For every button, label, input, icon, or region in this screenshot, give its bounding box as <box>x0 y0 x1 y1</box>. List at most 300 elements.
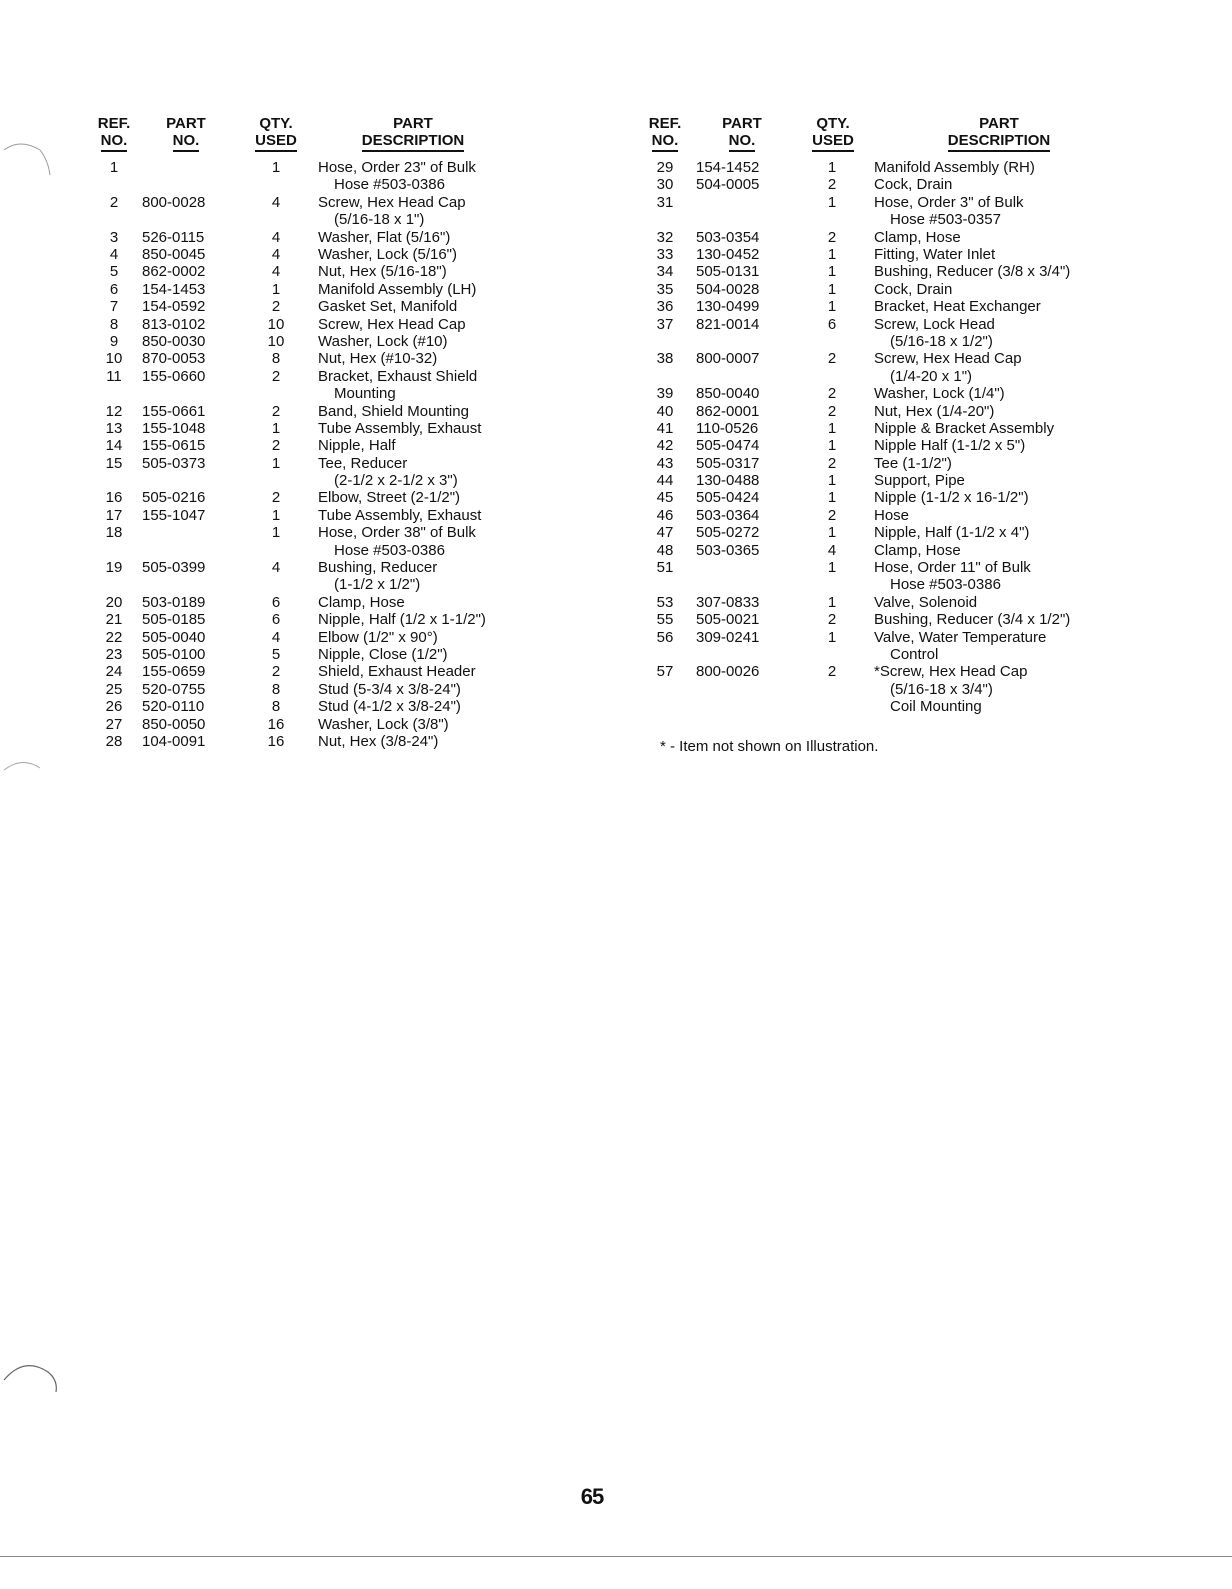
table-row <box>80 611 540 628</box>
table-row <box>80 159 540 194</box>
part-no-cell: 155-0660 <box>142 367 206 385</box>
description-line: Hose <box>874 506 910 524</box>
part-description-cell <box>874 489 1029 506</box>
header-part-description <box>318 115 508 152</box>
ref-no-cell: 9 <box>109 332 119 350</box>
table-row <box>640 629 1120 664</box>
table-row <box>80 246 540 263</box>
part-no-cell: 155-0615 <box>142 437 206 455</box>
qty-used-cell: 1 <box>827 419 837 437</box>
part-no-cell: 813-0102 <box>142 315 206 333</box>
part-description-cell <box>318 159 476 194</box>
qty-used-cell: 1 <box>827 159 837 176</box>
table-row <box>640 263 1120 280</box>
table-row <box>80 594 540 611</box>
description-line: Nut, Hex (#10-32) <box>318 350 438 368</box>
part-description-cell <box>874 507 909 524</box>
table-row <box>80 681 540 698</box>
description-line: Nipple (1-1/2 x 16-1/2") <box>874 489 1029 507</box>
qty-used-cell: 1 <box>827 280 837 298</box>
part-description-cell <box>318 368 477 403</box>
table-row <box>80 489 540 506</box>
part-description-cell <box>874 281 952 298</box>
table-row <box>640 281 1120 298</box>
qty-used-cell: 2 <box>827 454 837 472</box>
description-line: (1-1/2 x 1/2") <box>334 576 421 594</box>
part-no-cell: 154-1452 <box>696 159 760 176</box>
part-description-cell <box>318 594 405 611</box>
ref-no-cell: 12 <box>105 402 123 420</box>
part-no-cell: 505-0424 <box>696 489 760 507</box>
part-no-cell: 800-0007 <box>696 350 760 368</box>
part-no-cell: 505-0373 <box>142 454 206 472</box>
part-description-cell <box>318 489 460 506</box>
description-line: Band, Shield Mounting <box>318 402 469 420</box>
table-row <box>640 542 1120 559</box>
qty-used-cell: 1 <box>827 489 837 507</box>
table-row <box>80 507 540 524</box>
ref-no-cell: 43 <box>656 454 674 472</box>
table-row <box>640 559 1120 594</box>
table-row <box>80 733 540 750</box>
ref-no-cell: 33 <box>656 245 674 263</box>
description-line: Nipple, Half <box>318 437 396 455</box>
part-no-cell: 155-1048 <box>142 419 206 437</box>
ref-no-cell: 48 <box>656 541 674 559</box>
qty-used-cell: 4 <box>271 559 281 577</box>
part-description-cell <box>318 420 481 437</box>
table-row <box>80 663 540 680</box>
description-line: Washer, Lock (#10) <box>318 332 448 350</box>
part-no-cell: 505-0399 <box>142 559 206 577</box>
part-description-cell <box>318 507 481 524</box>
part-description-cell <box>318 611 486 628</box>
bottom-rule-divider <box>0 1556 1232 1557</box>
ref-no-cell: 22 <box>105 628 123 646</box>
part-no-cell: 110-0526 <box>696 419 759 437</box>
description-line: Bushing, Reducer (3/4 x 1/2") <box>874 611 1071 629</box>
description-line: Nipple, Half (1-1/2 x 4") <box>874 524 1030 542</box>
description-line: Valve, Water Temperature <box>874 628 1047 646</box>
ref-no-cell: 28 <box>105 732 123 750</box>
table-row <box>80 437 540 454</box>
table-row <box>80 646 540 663</box>
qty-used-cell: 2 <box>827 611 837 629</box>
table-header <box>80 115 540 159</box>
qty-used-cell: 2 <box>827 176 837 194</box>
part-no-cell: 104-0091 <box>142 732 206 750</box>
part-no-cell: 154-0592 <box>142 298 206 316</box>
header-part-line2: NO. <box>173 132 200 152</box>
qty-used-cell: 5 <box>271 646 281 664</box>
part-description-cell <box>318 629 438 646</box>
description-line: Washer, Lock (1/4") <box>874 385 1005 403</box>
part-no-cell: 154-1453 <box>142 280 206 298</box>
table-row <box>80 403 540 420</box>
qty-used-cell: 4 <box>271 628 281 646</box>
part-description-cell <box>318 298 457 315</box>
ref-no-cell: 10 <box>105 350 123 368</box>
description-line: Screw, Hex Head Cap <box>318 315 466 333</box>
ref-no-cell: 40 <box>656 402 674 420</box>
description-line: Valve, Solenoid <box>874 593 978 611</box>
qty-used-cell: 2 <box>827 385 837 403</box>
part-no-cell: 505-0317 <box>696 454 760 472</box>
ref-no-cell: 35 <box>656 280 674 298</box>
table-row <box>80 524 540 559</box>
footnote: * - Item not shown on Illustration. <box>660 738 879 755</box>
table-row <box>80 263 540 280</box>
part-no-cell: 130-0452 <box>696 245 760 263</box>
ref-no-cell: 31 <box>656 193 674 211</box>
description-line: Screw, Hex Head Cap <box>874 350 1022 368</box>
table-row <box>640 229 1120 246</box>
part-description-cell <box>874 594 977 611</box>
table-row <box>640 489 1120 506</box>
header-qty-line2: USED <box>255 132 297 152</box>
qty-used-cell: 2 <box>271 298 281 316</box>
part-no-cell: 505-0272 <box>696 524 760 542</box>
part-no-cell: 309-0241 <box>696 628 760 646</box>
header-part-no <box>706 115 778 152</box>
part-no-cell: 307-0833 <box>696 593 760 611</box>
ref-no-cell: 39 <box>656 385 674 403</box>
description-line: Nut, Hex (5/16-18") <box>318 263 447 281</box>
ref-no-cell: 13 <box>105 419 123 437</box>
qty-used-cell: 1 <box>827 437 837 455</box>
description-line: Bushing, Reducer (3/8 x 3/4") <box>874 263 1071 281</box>
qty-used-cell: 1 <box>827 559 837 577</box>
ref-no-cell: 8 <box>109 315 119 333</box>
ref-no-cell: 30 <box>656 176 674 194</box>
header-part-line1: PART <box>722 115 762 132</box>
description-line: Control <box>890 646 939 664</box>
description-line: Tube Assembly, Exhaust <box>318 506 482 524</box>
table-row <box>80 316 540 333</box>
qty-used-cell: 4 <box>271 263 281 281</box>
description-line: Fitting, Water Inlet <box>874 245 996 263</box>
part-description-cell <box>318 194 466 229</box>
part-no-cell: 850-0045 <box>142 245 206 263</box>
qty-used-cell: 1 <box>271 280 281 298</box>
part-description-cell <box>874 455 952 472</box>
table-row <box>640 316 1120 351</box>
part-no-cell: 520-0110 <box>142 698 205 716</box>
description-line: Nipple, Half (1/2 x 1-1/2") <box>318 611 486 629</box>
table-row <box>80 281 540 298</box>
table-row <box>80 333 540 350</box>
ref-no-cell: 44 <box>656 472 674 490</box>
scan-margin-marks <box>0 0 80 1584</box>
part-description-cell <box>318 281 476 298</box>
header-part-line2: NO. <box>729 132 756 152</box>
part-description-cell <box>874 420 1054 437</box>
header-qty-used <box>808 115 858 152</box>
header-ref-line2: NO. <box>652 132 679 152</box>
header-ref-line1: REF. <box>648 115 682 132</box>
header-ref-line1: REF. <box>97 115 131 132</box>
header-qty-line1: QTY. <box>816 115 850 132</box>
part-description-cell <box>318 333 448 350</box>
part-description-cell <box>318 229 450 246</box>
table-row <box>640 437 1120 454</box>
part-no-cell: 850-0040 <box>696 385 760 403</box>
description-line: Support, Pipe <box>874 472 965 490</box>
qty-used-cell: 10 <box>267 315 285 333</box>
table-row <box>80 455 540 490</box>
table-row <box>640 524 1120 541</box>
description-line: (5/16-18 x 3/4") <box>890 680 993 698</box>
qty-used-cell: 2 <box>271 437 281 455</box>
part-no-cell: 505-0100 <box>142 646 206 664</box>
table-row <box>640 663 1120 715</box>
description-line: Stud (4-1/2 x 3/8-24") <box>318 698 461 716</box>
part-no-cell: 800-0028 <box>142 193 206 211</box>
table-row <box>80 350 540 367</box>
table-row <box>80 629 540 646</box>
ref-no-cell: 3 <box>109 228 119 246</box>
part-no-cell: 505-0131 <box>696 263 760 281</box>
description-line: Nipple, Close (1/2") <box>318 646 448 664</box>
qty-used-cell: 1 <box>827 628 837 646</box>
ref-no-cell: 15 <box>105 454 123 472</box>
header-desc-line1: PART <box>393 115 433 132</box>
description-line: Clamp, Hose <box>874 541 961 559</box>
ref-no-cell: 1 <box>109 159 119 176</box>
description-line: Hose, Order 3" of Bulk <box>874 193 1024 211</box>
part-description-cell <box>874 611 1070 628</box>
header-desc-line2: DESCRIPTION <box>948 132 1051 152</box>
ref-no-cell: 19 <box>105 559 123 577</box>
part-no-cell: 800-0026 <box>696 663 760 681</box>
table-row <box>640 246 1120 263</box>
table-row <box>80 698 540 715</box>
ref-no-cell: 26 <box>105 698 123 716</box>
part-no-cell: 505-0474 <box>696 437 760 455</box>
description-line: (5/16-18 x 1") <box>334 211 425 229</box>
description-line: Coil Mounting <box>890 698 982 716</box>
description-line: Cock, Drain <box>874 280 953 298</box>
qty-used-cell: 4 <box>271 193 281 211</box>
binding-hole-marks-icon <box>0 0 80 1584</box>
part-description-cell <box>874 559 1031 594</box>
qty-used-cell: 2 <box>827 506 837 524</box>
table-body <box>640 159 1120 716</box>
qty-used-cell: 1 <box>271 524 281 542</box>
header-ref-no <box>80 115 148 152</box>
qty-used-cell: 1 <box>271 454 281 472</box>
ref-no-cell: 37 <box>656 315 674 333</box>
description-line: Clamp, Hose <box>874 228 961 246</box>
description-line: Screw, Hex Head Cap <box>318 193 466 211</box>
table-row <box>640 472 1120 489</box>
table-body <box>80 159 540 750</box>
description-line: Hose, Order 38" of Bulk <box>318 524 476 542</box>
header-qty-line1: QTY. <box>259 115 293 132</box>
table-row <box>80 298 540 315</box>
part-description-cell <box>874 385 1005 402</box>
description-line: Stud (5-3/4 x 3/8-24") <box>318 680 461 698</box>
description-line: Bracket, Heat Exchanger <box>874 298 1041 316</box>
qty-used-cell: 2 <box>827 663 837 681</box>
qty-used-cell: 4 <box>827 541 837 559</box>
header-ref-line2: NO. <box>101 132 128 152</box>
qty-used-cell: 1 <box>827 472 837 490</box>
description-line: Hose, Order 11" of Bulk <box>874 559 1031 577</box>
description-line: Washer, Flat (5/16") <box>318 228 451 246</box>
qty-used-cell: 1 <box>271 419 281 437</box>
description-line: Shield, Exhaust Header <box>318 663 476 681</box>
table-row <box>80 420 540 437</box>
part-description-cell <box>318 455 458 490</box>
description-line: Bracket, Exhaust Shield <box>318 367 478 385</box>
ref-no-cell: 56 <box>656 628 674 646</box>
description-line: Nipple Half (1-1/2 x 5") <box>874 437 1026 455</box>
ref-no-cell: 53 <box>656 593 674 611</box>
header-part-line1: PART <box>166 115 206 132</box>
part-no-cell: 862-0001 <box>696 402 760 420</box>
ref-no-cell: 5 <box>109 263 119 281</box>
part-no-cell: 505-0216 <box>142 489 206 507</box>
ref-no-cell: 27 <box>105 715 123 733</box>
description-line: Manifold Assembly (LH) <box>318 280 477 298</box>
qty-used-cell: 1 <box>827 263 837 281</box>
description-line: Mounting <box>334 385 396 403</box>
part-description-cell <box>318 403 469 420</box>
description-line: Elbow (1/2" x 90°) <box>318 628 438 646</box>
part-no-cell: 504-0028 <box>696 280 760 298</box>
part-no-cell: 526-0115 <box>142 228 205 246</box>
table-row <box>640 298 1120 315</box>
ref-no-cell: 57 <box>656 663 674 681</box>
part-description-cell <box>318 263 447 280</box>
part-no-cell: 155-0661 <box>142 402 206 420</box>
description-line: Manifold Assembly (RH) <box>874 159 1035 176</box>
part-description-cell <box>318 316 466 333</box>
description-line: Hose #503-0386 <box>890 576 1001 594</box>
ref-no-cell: 2 <box>109 193 119 211</box>
ref-no-cell: 7 <box>109 298 119 316</box>
part-description-cell <box>874 629 1046 664</box>
description-line: Bushing, Reducer <box>318 559 438 577</box>
description-line: Hose #503-0357 <box>890 211 1001 229</box>
table-row <box>640 420 1120 437</box>
part-no-cell: 870-0053 <box>142 350 206 368</box>
part-no-cell: 503-0364 <box>696 506 760 524</box>
ref-no-cell: 45 <box>656 489 674 507</box>
table-row <box>80 368 540 403</box>
qty-used-cell: 1 <box>827 524 837 542</box>
ref-no-cell: 41 <box>656 419 674 437</box>
part-description-cell <box>874 437 1025 454</box>
part-description-cell <box>874 663 1027 715</box>
table-row <box>640 159 1120 176</box>
part-description-cell <box>874 403 994 420</box>
part-description-cell <box>874 298 1041 315</box>
qty-used-cell: 4 <box>271 228 281 246</box>
header-part-no <box>152 115 220 152</box>
table-row <box>640 594 1120 611</box>
qty-used-cell: 8 <box>271 350 281 368</box>
ref-no-cell: 21 <box>105 611 123 629</box>
part-description-cell <box>874 176 952 193</box>
table-row <box>640 176 1120 193</box>
description-line: Elbow, Street (2-1/2") <box>318 489 461 507</box>
ref-no-cell: 24 <box>105 663 123 681</box>
qty-used-cell: 2 <box>271 402 281 420</box>
part-no-cell: 503-0189 <box>142 593 206 611</box>
table-header <box>640 115 1120 159</box>
description-line: Washer, Lock (3/8") <box>318 715 449 733</box>
description-line: Nut, Hex (3/8-24") <box>318 732 439 750</box>
part-no-cell: 850-0030 <box>142 332 206 350</box>
description-line: Gasket Set, Manifold <box>318 298 458 316</box>
part-description-cell <box>318 716 449 733</box>
qty-used-cell: 8 <box>271 680 281 698</box>
ref-no-cell: 4 <box>109 245 119 263</box>
part-no-cell: 862-0002 <box>142 263 206 281</box>
description-line: Tee (1-1/2") <box>874 454 952 472</box>
ref-no-cell: 23 <box>105 646 123 664</box>
part-no-cell: 130-0488 <box>696 472 760 490</box>
part-no-cell: 850-0050 <box>142 715 206 733</box>
part-no-cell: 505-0185 <box>142 611 206 629</box>
part-description-cell <box>318 733 438 750</box>
ref-no-cell: 11 <box>106 367 122 385</box>
table-row <box>80 229 540 246</box>
part-description-cell <box>874 316 995 351</box>
description-line: Washer, Lock (5/16") <box>318 245 457 263</box>
ref-no-cell: 46 <box>656 506 674 524</box>
ref-no-cell: 20 <box>105 593 123 611</box>
description-line: Clamp, Hose <box>318 593 405 611</box>
table-row <box>80 559 540 594</box>
header-qty-used <box>252 115 300 152</box>
qty-used-cell: 6 <box>271 611 281 629</box>
part-description-cell <box>318 524 476 559</box>
description-line: (2-1/2 x 2-1/2 x 3") <box>334 472 458 490</box>
table-row <box>640 455 1120 472</box>
table-row <box>640 403 1120 420</box>
qty-used-cell: 2 <box>271 367 281 385</box>
page-number: 65 <box>580 1484 604 1509</box>
ref-no-cell: 6 <box>109 280 119 298</box>
qty-used-cell: 2 <box>827 228 837 246</box>
qty-used-cell: 2 <box>271 663 281 681</box>
part-description-cell <box>318 681 461 698</box>
description-line: Cock, Drain <box>874 176 953 194</box>
table-row <box>640 507 1120 524</box>
ref-no-cell: 42 <box>656 437 674 455</box>
ref-no-cell: 17 <box>105 506 123 524</box>
table-row <box>80 716 540 733</box>
header-desc-line1: PART <box>979 115 1019 132</box>
part-description-cell <box>318 559 437 594</box>
qty-used-cell: 2 <box>827 402 837 420</box>
description-line: (1/4-20 x 1") <box>890 367 973 385</box>
qty-used-cell: 16 <box>267 715 285 733</box>
header-qty-line2: USED <box>812 132 854 152</box>
part-no-cell: 520-0755 <box>142 680 206 698</box>
part-no-cell: 155-1047 <box>142 506 206 524</box>
parts-table-left <box>80 115 540 750</box>
part-description-cell <box>318 698 461 715</box>
part-no-cell: 504-0005 <box>696 176 760 194</box>
part-description-cell <box>318 646 448 663</box>
part-description-cell <box>874 159 1035 176</box>
ref-no-cell: 25 <box>105 680 123 698</box>
qty-used-cell: 1 <box>827 193 837 211</box>
